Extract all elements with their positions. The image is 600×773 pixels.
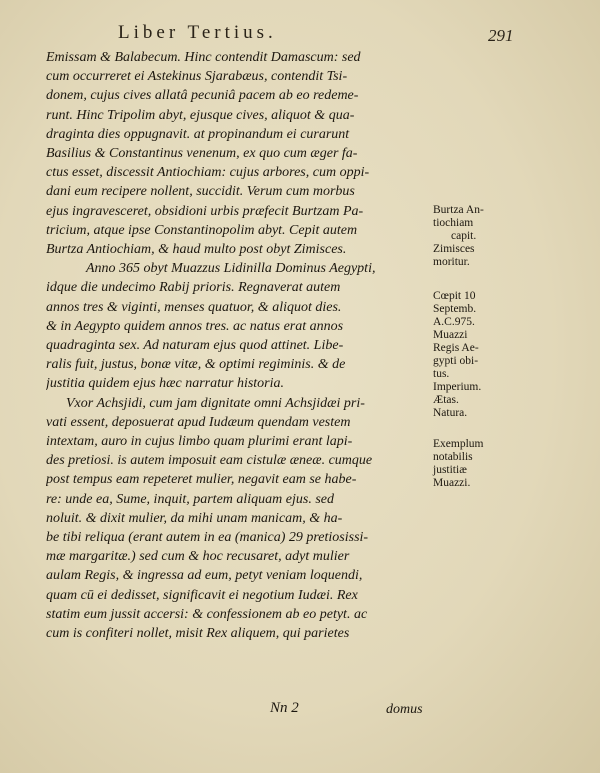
text-line: ejus ingravesceret, obsidioni urbis præfecit Burtzam Pa- bbox=[46, 203, 364, 219]
text-line: des pretiosi. is autem imposuit eam cistulæ æneæ. cumque bbox=[46, 453, 373, 469]
text-line: tricium, atque ipse Constantinopolim abyt. Cepit autem bbox=[46, 222, 358, 238]
text-line: post tempus eam repeteret mulier, negavit eam se habe- bbox=[46, 472, 357, 488]
text-line: be tibi reliqua (erant autem in ea (manica) 29 pretiosissi- bbox=[46, 530, 369, 546]
margin-note-line: Septemb. bbox=[433, 303, 477, 315]
signature-mark: Nn 2 bbox=[270, 700, 299, 716]
margin-note-line: A.C.975. bbox=[433, 316, 475, 328]
margin-note-exemplum bbox=[433, 438, 525, 490]
catchword: domus bbox=[386, 702, 423, 717]
text-line: ctus esset, discessit Antiochiam: cujus arbores, cum oppi- bbox=[46, 165, 370, 181]
margin-note-line: notabilis bbox=[433, 451, 473, 463]
page-number: 291 bbox=[488, 26, 514, 45]
text-line: Basilius & Constantinus venenum, ex quo cum æger fa- bbox=[46, 146, 358, 162]
text-line: runt. Hinc Tripolim abyt, ejusque cives, aliquot & qua- bbox=[46, 107, 355, 123]
main-text-block bbox=[46, 48, 430, 643]
margin-note-line: moritur. bbox=[433, 256, 470, 268]
margin-note-line: Imperium. bbox=[433, 381, 482, 393]
text-line: cum is confiteri nollet, misit Rex aliquem, qui parietes bbox=[46, 626, 350, 642]
margin-note-line: Ætas. bbox=[433, 394, 459, 406]
margin-note-line: gypti obi- bbox=[433, 355, 479, 367]
text-line: Anno 365 obyt Muazzus Lidinilla Dominus Aegypti, bbox=[86, 261, 376, 277]
text-line: justitia quidem ejus hæc narratur historia. bbox=[46, 376, 285, 392]
margin-note-line: Burtza An- bbox=[433, 204, 484, 216]
text-line: cum occurreret ei Astekinus Sjarabæus, contendit Tsi- bbox=[46, 69, 348, 85]
margin-note-line: Natura. bbox=[433, 407, 468, 419]
text-line: dani eum recipere nollent, succidit. Verum cum morbus bbox=[46, 184, 355, 200]
margin-note-line: Muazzi bbox=[433, 329, 468, 341]
text-line: intextam, auro in cujus limbo quam plurimi erant lapi- bbox=[46, 434, 353, 450]
text-line: Burtza Antiochiam, & haud multo post obyt Zimisces. bbox=[46, 242, 347, 258]
text-line: Emissam & Balabecum. Hinc contendit Damascum: sed bbox=[46, 50, 361, 65]
text-line: statim eum jussit accersi: & confessionem ab eo petyt. ac bbox=[46, 606, 368, 622]
running-title: Liber Tertius. bbox=[118, 22, 277, 43]
margin-note-line: tus. bbox=[433, 368, 450, 380]
text-line: aulam Regis, & ingressa ad eum, petyt veniam loquendi, bbox=[46, 568, 363, 584]
margin-note-line: capit. bbox=[451, 230, 477, 242]
text-line: quadraginta sex. Ad naturam ejus quod attinet. Libe- bbox=[46, 338, 344, 354]
margin-note-line: Zimisces bbox=[433, 243, 475, 255]
text-line: draginta dies oppugnavit. at propinandum ei curarunt bbox=[46, 126, 350, 142]
text-line: & in Aegypto quidem annos tres. ac natus erat annos bbox=[46, 318, 344, 334]
text-line: idque die undecimo Rabij prioris. Regnaverat autem bbox=[46, 280, 341, 296]
margin-note-muazzus bbox=[433, 290, 525, 420]
text-line: donem, cujus cives allatâ pecuniâ pacem ab eo redeme- bbox=[46, 88, 359, 104]
text-line: vati essent, deposuerat apud Iudæum quendam vestem bbox=[46, 414, 351, 430]
text-line: mæ margaritæ.) sed cum & hoc recusaret, adyt mulier bbox=[46, 549, 350, 565]
margin-note-line: Muazzi. bbox=[433, 477, 471, 489]
margin-note-line: tiochiam bbox=[433, 217, 474, 229]
text-line: annos tres & viginti, menses quatuor, & aliquot dies. bbox=[46, 299, 342, 315]
text-line: Vxor Achsjidi, cum jam dignitate omni Achsjidæi pri- bbox=[66, 395, 365, 411]
margin-note-line: Cœpit 10 bbox=[433, 290, 476, 302]
margin-note-line: Regis Ae- bbox=[433, 342, 479, 354]
text-line: re: unde ea, Sume, inquit, partem aliquam ejus. sed bbox=[46, 491, 334, 507]
margin-note-burtza bbox=[433, 204, 525, 269]
text-line: quam cū ei dedisset, significavit ei negotium Iudæi. Rex bbox=[46, 587, 358, 603]
text-line: noluit. & dixit mulier, da mihi unam manicam, & ha- bbox=[46, 510, 343, 526]
margin-note-line: justitiæ bbox=[433, 464, 467, 476]
text-line: ralis fuit, justus, bonæ vitæ, & optimi regiminis. & de bbox=[46, 357, 346, 373]
margin-note-line: Exemplum bbox=[433, 438, 484, 450]
